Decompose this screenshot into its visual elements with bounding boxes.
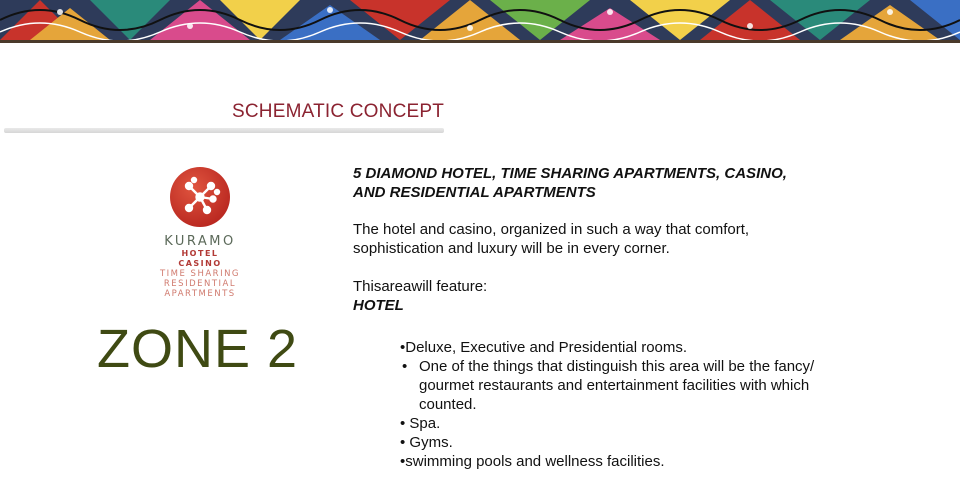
hotel-feature-list [400,338,860,471]
heading-line-1: 5 DIAMOND HOTEL, TIME SHARING APARTMENTS, CASINO, [353,165,787,182]
kuramo-logo [130,166,270,299]
list-item: •swimming pools and wellness facilities. [400,453,665,470]
list-item-line: One of the things that distinguish this area will be the fancy/ [419,358,815,375]
banner-divider [0,40,960,43]
feature-title: HOTEL [353,297,404,314]
bullet-icon: • [402,358,408,375]
description-paragraph [353,220,873,258]
list-item: •Deluxe, Executive and Presidential rooms. [400,339,688,356]
content-heading [353,164,873,202]
logo-brand-name: KURAMO [164,234,236,249]
list-item [400,357,860,414]
paragraph-line-2: sophistication and luxury will be in every corner. [353,240,670,257]
list-item: • Gyms. [400,434,453,451]
logo-apartments-text: APARTMENTS [164,289,236,299]
heading-line-2: AND RESIDENTIAL APARTMENTS [353,184,596,201]
decorative-pattern-banner [0,0,960,40]
zone-label: ZONE 2 [97,319,299,379]
title-underline [4,128,444,133]
logo-residential-text: RESIDENTIAL [163,279,237,289]
list-item: • Spa. [400,415,441,432]
main-content [353,164,873,315]
logo-casino-text: CASINO [178,259,222,268]
logo-hotel-text: HOTEL [181,249,219,258]
feature-intro: Thisareawill feature: [353,278,488,295]
paragraph-line-1: The hotel and casino, organized in such a way that comfort, [353,221,750,238]
tribal-pattern-graphic [0,0,960,40]
section-title: SCHEMATIC CONCEPT [232,101,445,122]
kuramo-emblem-icon [169,166,231,228]
list-item-line: counted. [419,396,477,413]
list-item-line: gourmet restaurants and entertainment facilities with which [419,377,810,394]
logo-time-sharing-text: TIME SHARING [159,269,241,279]
